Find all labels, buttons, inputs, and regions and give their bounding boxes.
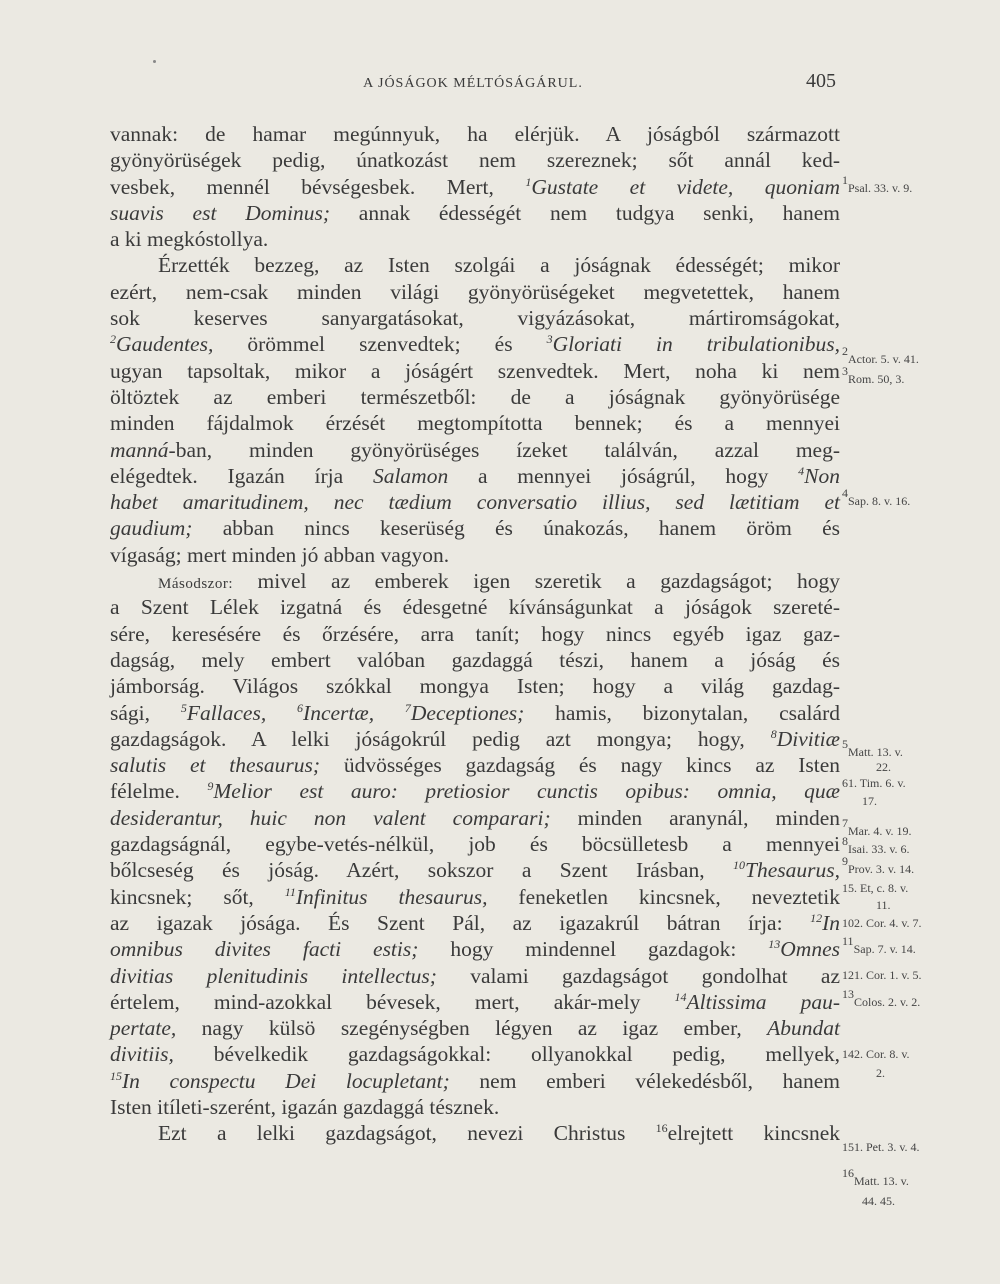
text-line: sági, $^5$Fallaces, $^6$Incertæ, $^7$Deceptiones; hamis, bizonytalan, csalárd	[110, 700, 840, 725]
text-line: Ezt a lelki gazdagságot, nevezi Christus $^{16}$elrejtett kincsnek	[158, 1121, 840, 1146]
text-line: $^2$Gaudentes, örömmel szenvedtek; és $^3$Gloriati in tribulationibus,	[110, 332, 840, 357]
text-line: sok keserves sanyargatásokat, vigyázásokat, mártiromságokat,	[110, 306, 840, 331]
text-line: suavis est Dominus; annak édességét nem tudgya senki, hanem	[110, 200, 840, 225]
text-line: omnibus divites facti estis; hogy mindennel gazdagok: $^{13}$Omnes	[110, 937, 840, 962]
text-line: gyönyörüségek pedig, únatkozást nem szereznek; sőt annál ked-	[110, 148, 840, 173]
text-line: ezért, nem-csak minden világi gyönyörüségeket megvetettek, hanem	[110, 279, 840, 304]
text-line: Érzették bezzeg, az Isten szolgái a jóságnak édességét; mikor	[158, 253, 840, 278]
text-line: Isten itíleti-szerént, igazán gazdaggá tésznek.	[110, 1094, 500, 1119]
page-number: 405	[806, 70, 836, 92]
margin-note: $^5$Matt. 13. v.	[842, 737, 903, 759]
text-line: félelme. $^9$Melior est auro: pretiosior cunctis opibus: omnia, quæ	[110, 779, 840, 804]
text-line: Másodszor: mivel az emberek igen szeretik a gazdagságot; hogy	[158, 569, 840, 594]
text-line: minden fájdalmok érzését megtompította bennek; és a mennyei	[110, 411, 840, 436]
margin-note: 102. Cor. 4. v. 7.	[842, 916, 922, 930]
text-line: gazdagságok. A lelki jóságokrúl pedig azt mongya; hogy, $^8$Divitiæ	[110, 726, 840, 751]
text-line: divitias plenitudinis intellectus; valami gazdagságot gondolhat az	[110, 963, 840, 988]
margin-note: $^3$Rom. 50, 3.	[842, 364, 905, 386]
text-line: vesbek, mennél bévségesbek. Mert, $^1$Gustate et videte, quoniam	[110, 174, 840, 199]
main-text	[110, 121, 840, 1147]
margin-note: 17.	[862, 794, 877, 808]
text-line: habet amaritudinem, nec tædium conversatio illius, sed lætitiam et	[110, 490, 840, 515]
margin-note: $^8$Isai. 33. v. 6.	[842, 834, 910, 856]
text-line: salutis et thesaurus; üdvösséges gazdagság és nagy kincs az Isten	[110, 753, 840, 778]
margin-note: $^9$Prov. 3. v. 14.	[842, 854, 915, 876]
text-line: elégedtek. Igazán írja Salamon a mennyei jóságrúl, hogy $^4$Non	[110, 463, 840, 488]
text-line: sére, keresésére és őrzésére, arra tanít; hogy nincs egyéb igaz gaz-	[110, 621, 840, 646]
text-line: öltöztek az emberi természetből: de a jóságnak gyönyörüsége	[110, 384, 840, 409]
margin-note: $^4$Sap. 8. v. 16.	[842, 486, 911, 508]
text-line: a ki megkóstollya.	[110, 227, 269, 252]
margin-note: 11.	[876, 898, 891, 912]
margin-note: $^7$Mar. 4. v. 19.	[842, 816, 912, 838]
text-line: kincsnek; sőt, $^{11}$Infinitus thesaurus, feneketlen kincsnek, neveztetik	[110, 884, 840, 909]
text-line: divitiis, bévelkedik gazdagságokkal: ollyanokkal pedig, mellyek,	[110, 1042, 840, 1067]
margin-note: 61. Tim. 6. v.	[842, 776, 906, 790]
running-title: A JÓSÁGOK MÉLTÓSÁGÁRUL.	[363, 76, 583, 91]
text-line: az igazak jósága. És Szent Pál, az igazakrúl bátran írja: $^{12}$In	[110, 910, 840, 935]
text-line: manná-ban, minden gyönyörüséges ízeket találván, azzal meg-	[110, 437, 840, 462]
text-line: ugyan tapsoltak, mikor a jóságért szenvedtek. Mert, noha ki nem	[110, 358, 840, 383]
margin-note: $^{11}$Sap. 7. v. 14.	[842, 934, 916, 956]
margin-note: 22.	[876, 760, 891, 774]
margin-note: 44. 45.	[862, 1194, 895, 1208]
margin-note: 2.	[876, 1066, 885, 1080]
margin-note: $^{13}$Colos. 2. v. 2.	[842, 987, 921, 1009]
text-line: jámborság. Világos szókkal mongya Isten; hogy a világ gazdag-	[110, 674, 840, 699]
margin-note: 15. Et, c. 8. v.	[842, 881, 909, 895]
text-line: a Szent Lélek izgatná és édesgetné kívánságunkat a jóságok szereté-	[110, 595, 840, 620]
text-line: desiderantur, huic non valent comparari; minden aranynál, minden	[110, 805, 840, 830]
text-line: dagság, mely embert valóban gazdaggá tészi, hanem a jóság és	[110, 647, 840, 672]
margin-note: $^2$Actor. 5. v. 41.	[842, 344, 919, 366]
text-line: értelem, mind-azokkal bévesek, mert, akár-mely $^{14}$Altissima pau-	[110, 989, 840, 1014]
margin-note: 121. Cor. 1. v. 5.	[842, 968, 922, 982]
text-line: pertate, nagy külsö szegénységben légyen az igaz ember, Abundat	[110, 1016, 840, 1041]
text-line: bőlcseség és jóság. Azért, sokszor a Szent Irásban, $^{10}$Thesaurus,	[110, 858, 840, 883]
text-line: vannak: de hamar megúnnyuk, ha elérjük. A jóságból származott	[110, 122, 840, 146]
margin-note: 151. Pet. 3. v. 4.	[842, 1140, 920, 1154]
text-line: $^{15}$In conspectu Dei locupletant; nem emberi vélekedésből, hanem	[110, 1068, 840, 1093]
text-line: gaudium; abban nincs keserüség és únakozás, hanem öröm és	[110, 516, 840, 541]
margin-note: $^{16}$Matt. 13. v.	[842, 1166, 909, 1188]
ink-speck	[153, 60, 156, 63]
text-line: gazdagságnál, egybe-vetés-nélkül, job és böcsülletesb a mennyei	[110, 832, 840, 857]
running-header	[110, 70, 836, 100]
margin-note: $^1$Psal. 33. v. 9.	[842, 173, 913, 195]
margin-note: 142. Cor. 8. v.	[842, 1047, 910, 1061]
text-line: vígaság; mert minden jó abban vagyon.	[110, 542, 450, 567]
